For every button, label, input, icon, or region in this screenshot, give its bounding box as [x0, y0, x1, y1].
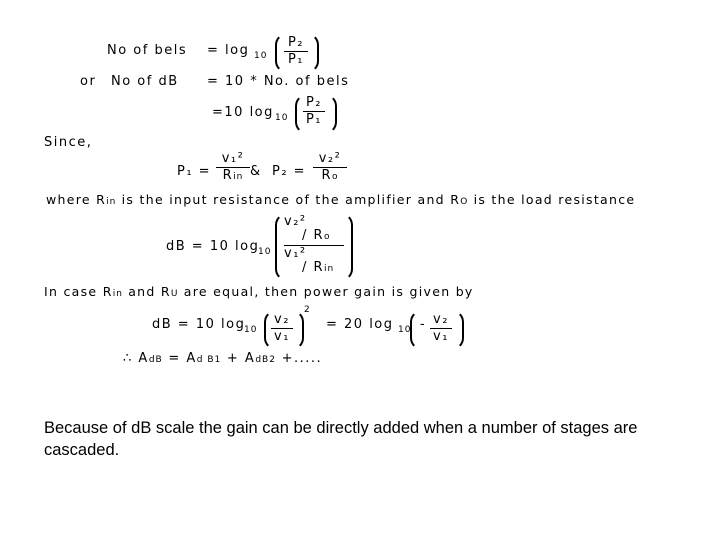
caption-text: Because of dB scale the gain can be directly added when a number of stages are cascaded. [44, 419, 638, 459]
p2-fraction [313, 152, 347, 184]
db-log-base: 10 [275, 113, 289, 123]
p2-numerator: v₂² [318, 151, 342, 166]
db-eq-lhs: dB = 10 log [166, 239, 260, 254]
p2-denominator: Ro [321, 168, 339, 184]
gain-eq-lhs: dB = 10 log [152, 317, 246, 332]
gain-eq-rhs-fraction: v₂ v₁ [430, 313, 452, 345]
p1-numerator: v₁² [221, 151, 245, 166]
p1-denominator: Rin [222, 168, 244, 184]
db-denominator: P₁ [305, 112, 323, 128]
gain-eq-fraction: v₂ v₁ [271, 313, 293, 345]
cascade-gain-line: ∴ AdB = Ad B1 + AdB2 +..... [123, 351, 323, 366]
in-case-line: In case Rin and RU are equal, then power gain is given by [44, 284, 474, 299]
db-fraction [303, 96, 325, 128]
p1-fraction [216, 152, 250, 184]
gain-eq-rhs-base: 10 [398, 325, 412, 335]
db-numerator: P₂ [305, 95, 323, 110]
p2-label: P₂ = [272, 164, 307, 179]
bels-fraction [284, 36, 308, 68]
bels-label: No of bels [107, 43, 188, 58]
db-eq-fraction: v₂² / Ro v₁² / Rin [284, 215, 344, 275]
bels-log-base: 10 [254, 51, 268, 61]
db-log: =10 log [212, 105, 274, 120]
db-definition: = 10 * No. of bels [207, 74, 350, 89]
since-label: Since, [44, 135, 93, 150]
where-line: where Rin is the input resistance of the amplifier and RO is the load resistance [46, 192, 636, 207]
gain-eq-base: 10 [244, 325, 258, 335]
p1-label: P₁ = [177, 164, 212, 179]
bels-numerator: P₂ [287, 35, 305, 50]
bels-denominator: P₁ [287, 52, 305, 68]
gain-eq-neg: - [420, 317, 427, 332]
gain-eq-exponent: 2 [304, 305, 311, 315]
or-label: or [80, 74, 97, 89]
db-label: No of dB [111, 74, 179, 89]
db-eq-base: 10 [258, 247, 272, 257]
bels-log: = log [207, 43, 250, 58]
and-symbol: & [250, 164, 262, 179]
gain-eq-rhs: = 20 log [326, 317, 394, 332]
